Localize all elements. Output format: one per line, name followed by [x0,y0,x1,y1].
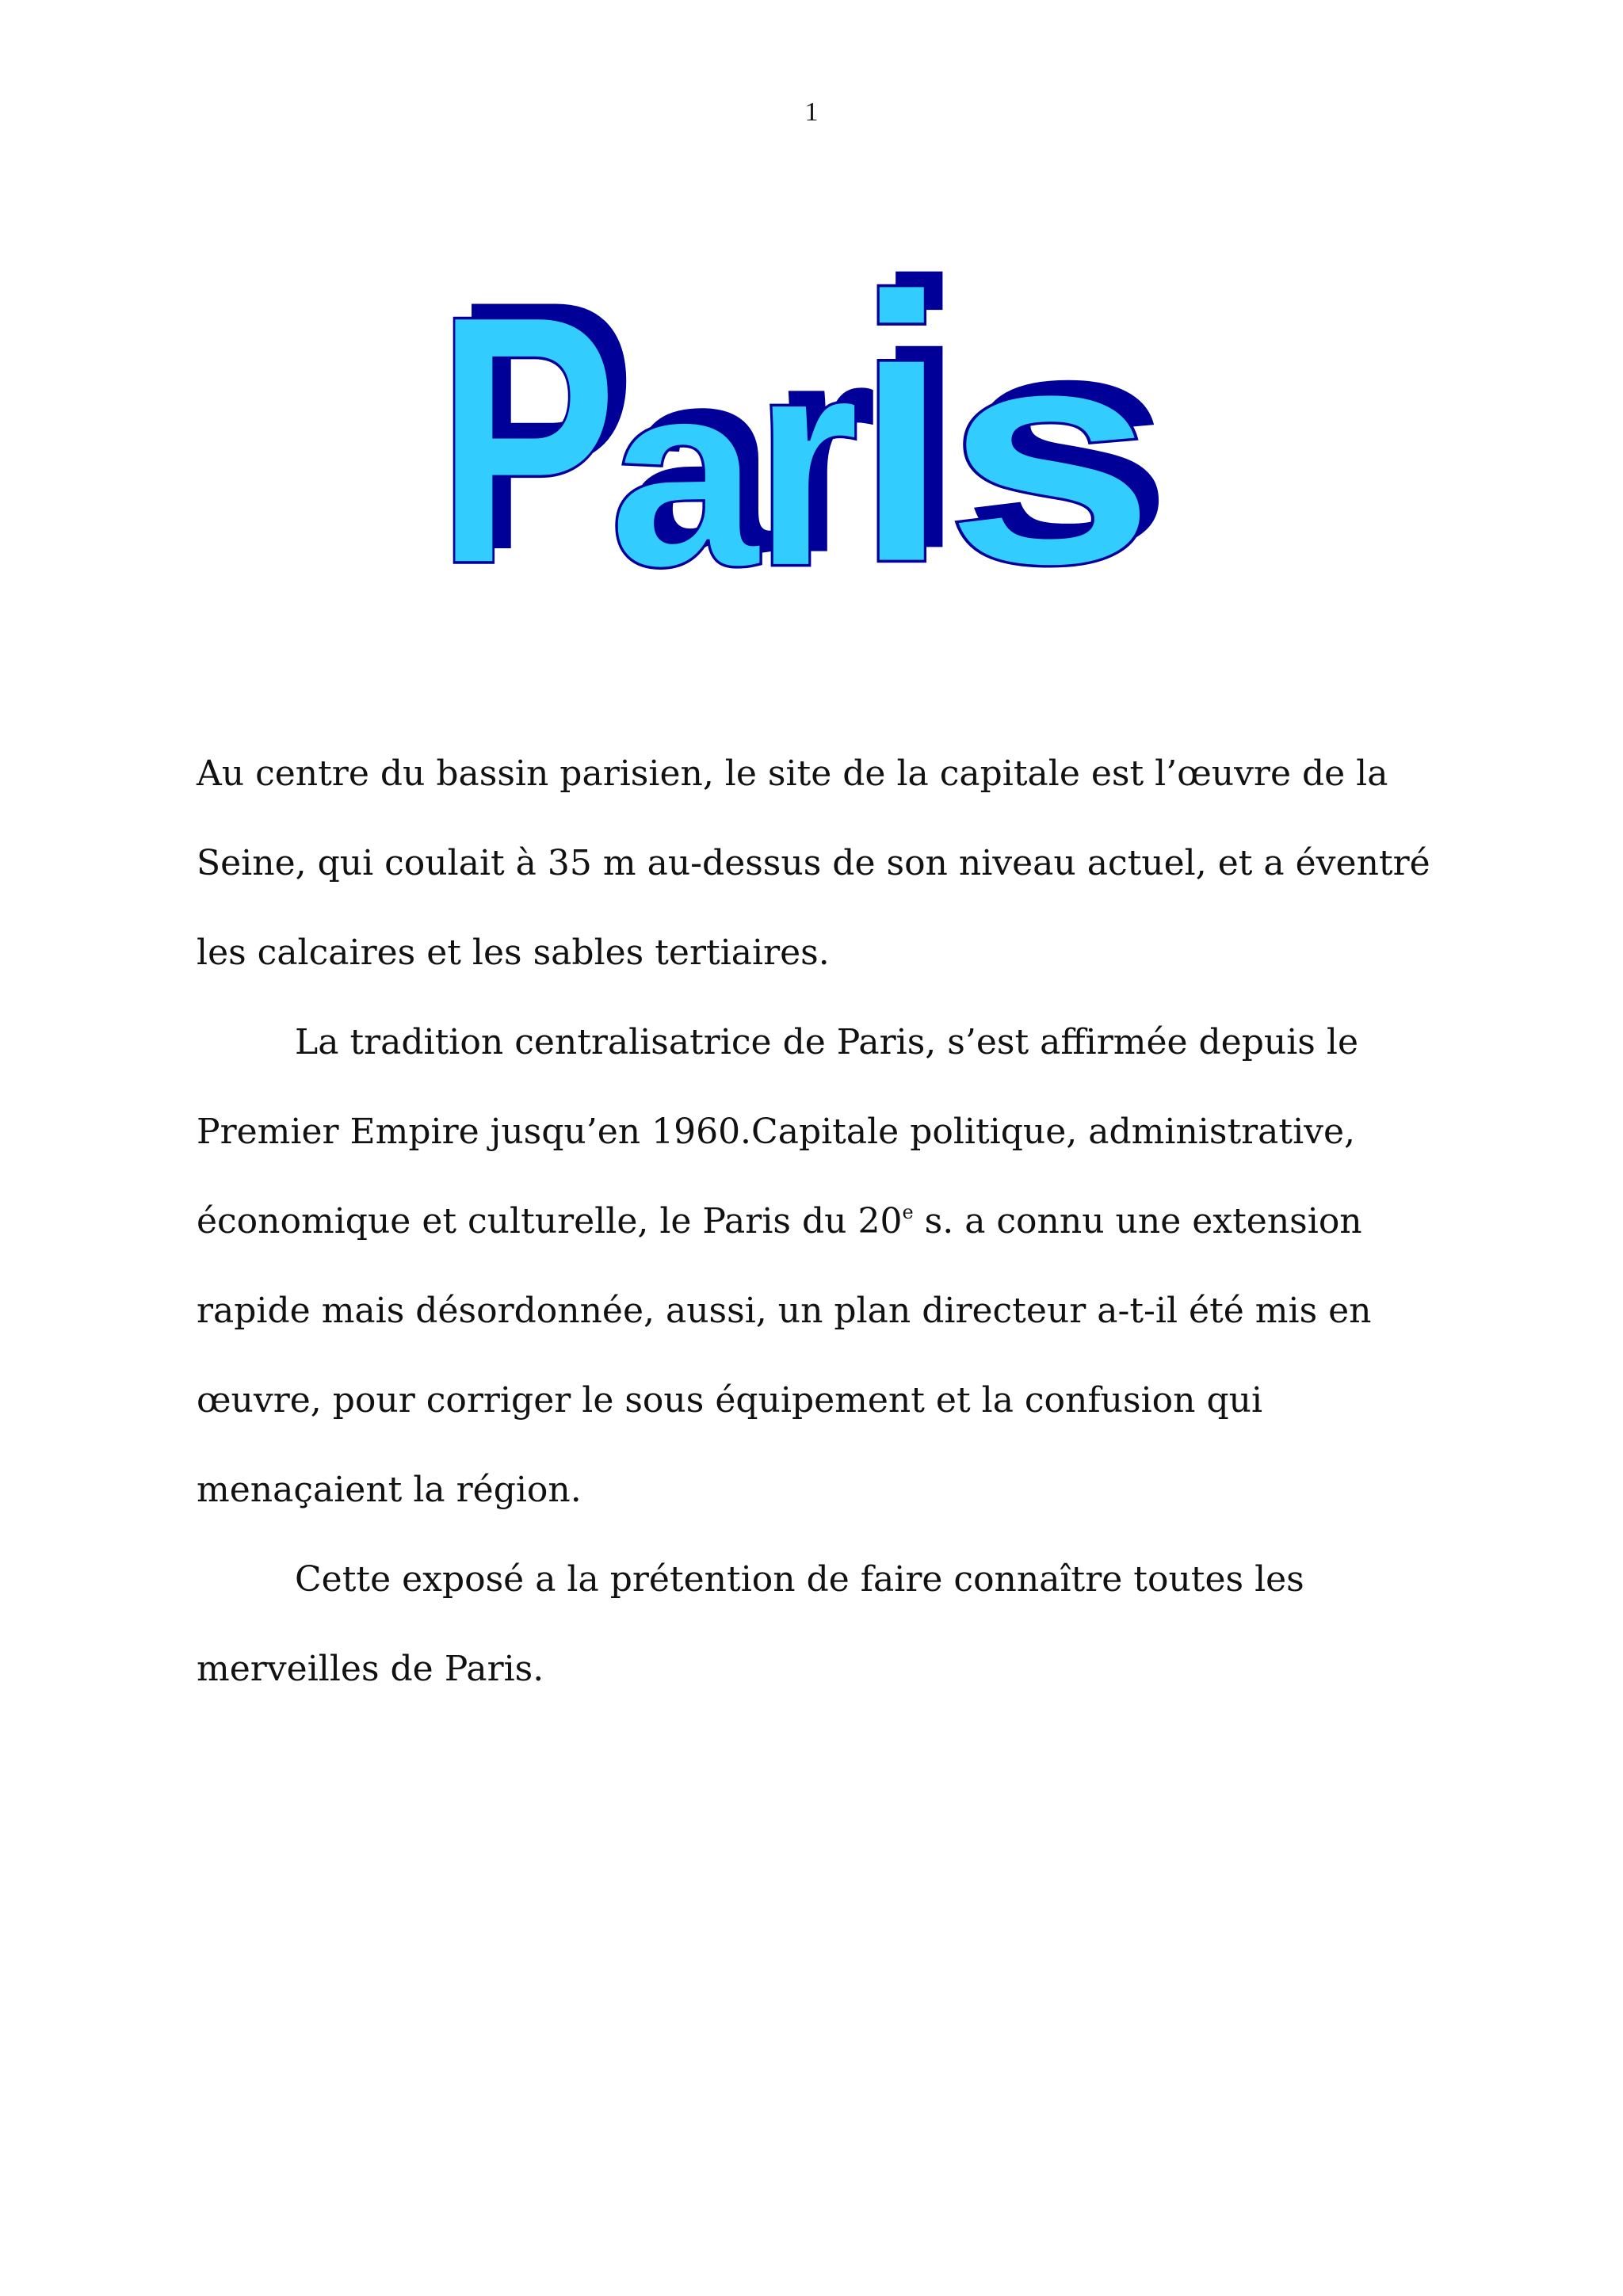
paragraph-2-superscript: e [902,1201,914,1223]
body-text [197,729,1465,1714]
paragraph-2-text-after: s. a connu une extension rapide mais désordonnée, aussi, un plan directeur a-t-il été mis en œuvre, pour corriger le sous équipement et la confusion qui menaçaient la région. [197,1201,1372,1510]
paragraph-3: Cette exposé a la prétention de faire connaître toutes les merveilles de Paris. [197,1559,1304,1689]
paragraph-2 [197,997,1465,1535]
title-wordart-graphic [420,189,1244,601]
page-number: 1 [804,97,819,127]
title-wordart [420,189,1244,601]
paragraph-2-text: La tradition centralisatrice de Paris, s’est affirmée depuis le Premier Empire jusqu’en 1960.Capitale politique, administrative, économique et culturelle, le Paris du 20 [197,1022,1358,1241]
paragraph-1: Au centre du bassin parisien, le site de la capitale est l’œuvre de la Seine, qui coulait à 35 m au-dessus de son niveau actuel, et a éventré les calcaires et les sables tertiaires. [197,753,1430,973]
